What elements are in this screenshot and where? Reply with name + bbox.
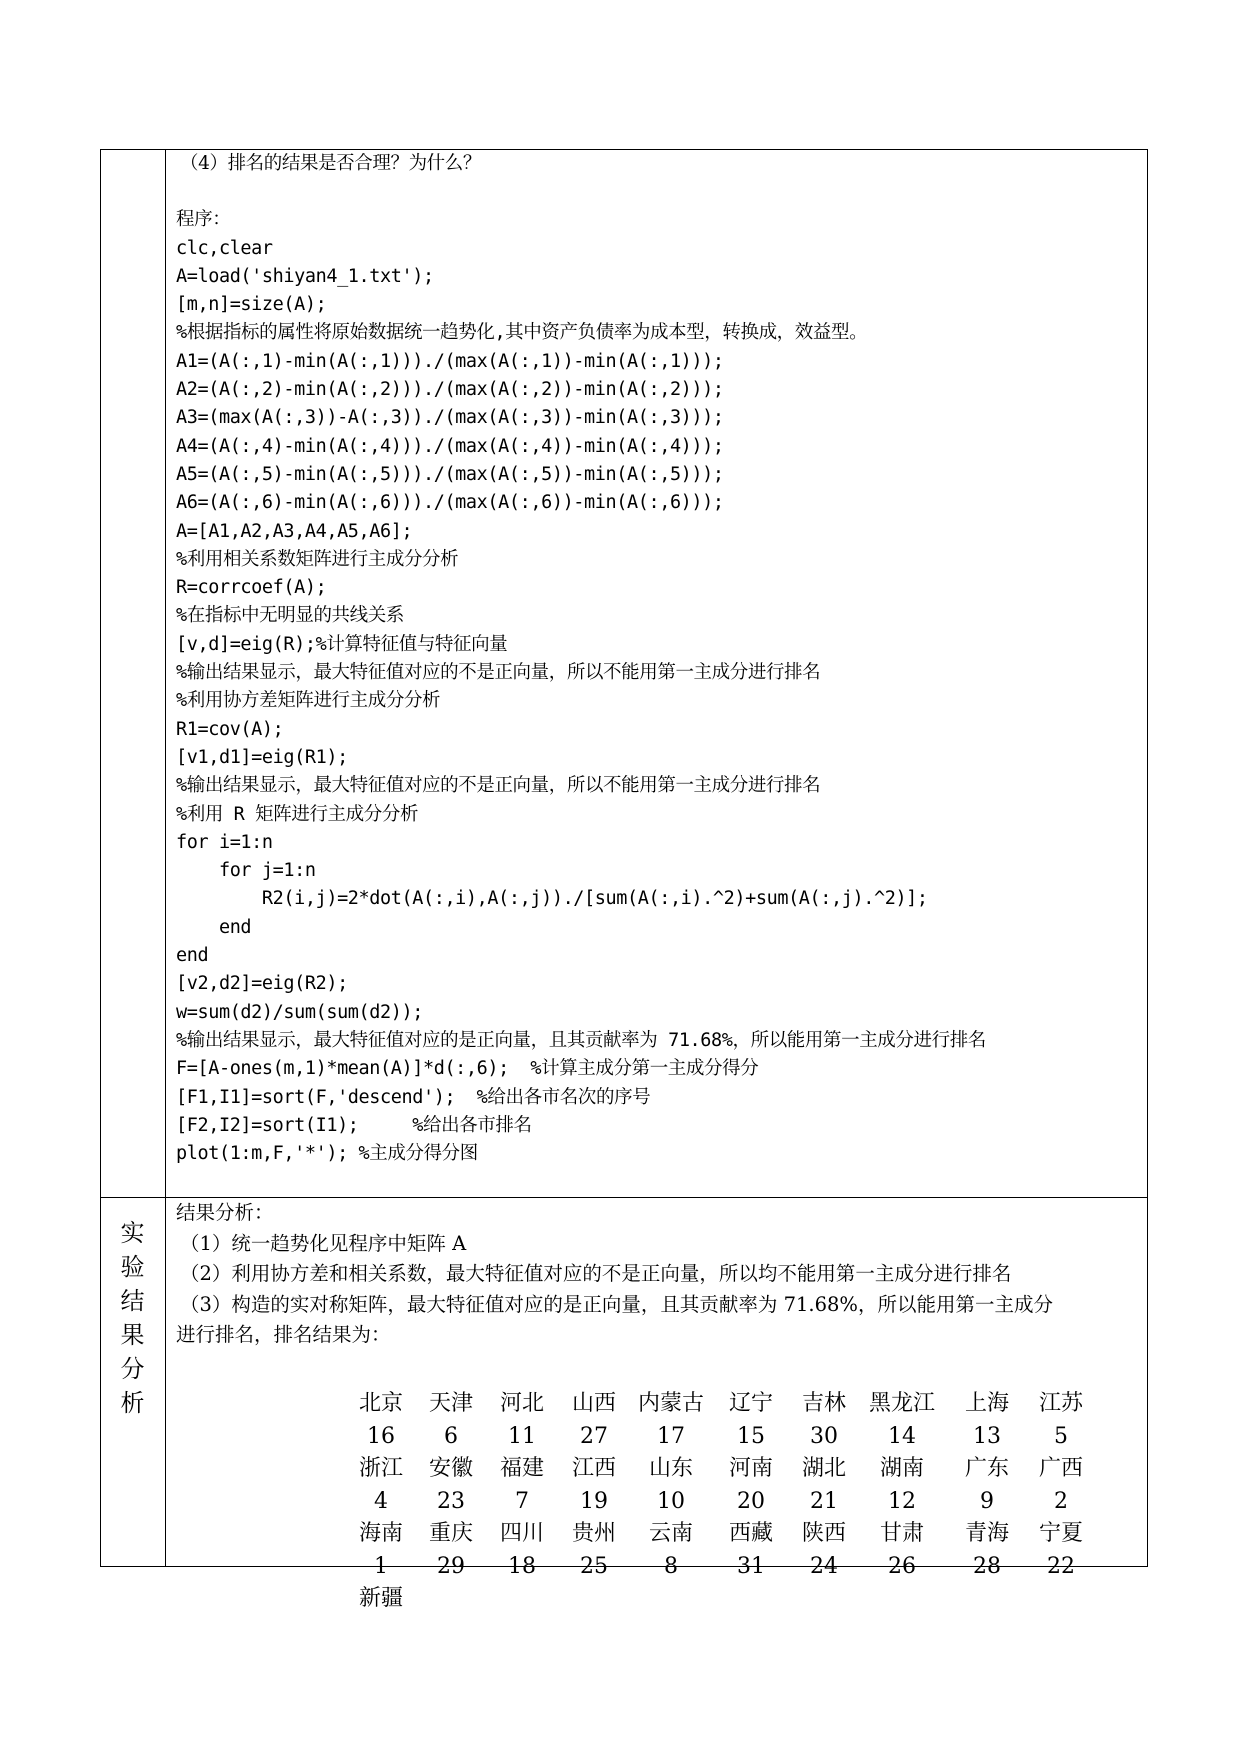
province-name: 北京 — [358, 1391, 403, 1416]
results-content-cell — [166, 1198, 1147, 1611]
province-name: 湖北 — [801, 1456, 846, 1481]
code-line: A1=(A(:,1)-min(A(:,1)))./(max(A(:,1))-min(A(:,1))); — [176, 350, 724, 372]
program-label-cell — [101, 150, 166, 1197]
province-name: 青海 — [964, 1521, 1009, 1546]
province-rank: 21 — [810, 1488, 838, 1514]
code-line: [m,n]=size(A); — [176, 294, 327, 316]
province-rank: 6 — [444, 1423, 458, 1449]
results-text — [176, 1198, 1139, 1351]
province-name-row — [346, 1453, 1206, 1486]
report-table — [100, 149, 1148, 1611]
code-line: %利用 R 矩阵进行主成分分析 — [176, 803, 419, 825]
province-rank: 20 — [737, 1488, 765, 1514]
province-name: 广东 — [964, 1456, 1009, 1481]
province-rank: 28 — [973, 1553, 1001, 1579]
code-line: %输出结果显示，最大特征值对应的是正向量，且其贡献率为 71.68%，所以能用第一主成分进行排名 — [176, 1029, 986, 1051]
code-line: [v,d]=eig(R);%计算特征值与特征向量 — [176, 633, 508, 655]
province-rank: 14 — [888, 1423, 916, 1449]
code-line: F=[A-ones(m,1)*mean(A)]*d(:,6); %计算主成分第一主成分得分 — [176, 1058, 759, 1080]
results-row — [101, 1198, 1147, 1611]
province-name: 山东 — [648, 1456, 693, 1481]
province-rank: 31 — [737, 1553, 765, 1579]
province-rank: 11 — [508, 1423, 536, 1449]
province-rank: 13 — [973, 1423, 1001, 1449]
province-name: 广西 — [1038, 1456, 1083, 1481]
code-line: %在指标中无明显的共线关系 — [176, 605, 404, 627]
code-line: 程序： — [176, 209, 231, 231]
code-line: A6=(A(:,6)-min(A(:,6)))./(max(A(:,6))-min(A(:,6))); — [176, 492, 724, 514]
code-line: R=corrcoef(A); — [176, 577, 327, 599]
program-row — [101, 150, 1147, 1198]
province-rank: 15 — [737, 1423, 765, 1449]
province-rank: 29 — [437, 1553, 465, 1579]
code-line: %利用相关系数矩阵进行主成分分析 — [176, 548, 459, 570]
code-line: w=sum(d2)/sum(sum(d2)); — [176, 1001, 423, 1023]
province-rank-row — [346, 1421, 1206, 1454]
code-line: %输出结果显示，最大特征值对应的不是正向量，所以不能用第一主成分进行排名 — [176, 775, 821, 797]
province-name: 重庆 — [428, 1521, 473, 1546]
province-name: 新疆 — [358, 1586, 403, 1611]
code-line: [F1,I1]=sort(F,'descend'); %给出各市名次的序号 — [176, 1086, 651, 1108]
province-rank: 7 — [515, 1488, 529, 1514]
province-name: 福建 — [499, 1456, 544, 1481]
results-heading: 结果分析： — [176, 1201, 274, 1224]
code-line: A=[A1,A2,A3,A4,A5,A6]; — [176, 520, 413, 542]
code-line: clc,clear — [176, 237, 273, 259]
province-rank: 27 — [580, 1423, 608, 1449]
province-rank: 4 — [374, 1488, 388, 1514]
province-rank: 25 — [580, 1553, 608, 1579]
code-line: for j=1:n — [176, 860, 316, 882]
province-name: 陕西 — [801, 1521, 846, 1546]
province-rank: 17 — [657, 1423, 685, 1449]
province-name: 安徽 — [428, 1456, 473, 1481]
province-name-row — [346, 1388, 1206, 1421]
province-name: 黑龙江 — [868, 1391, 935, 1416]
section-label-char: 果 — [120, 1321, 145, 1349]
province-rank: 5 — [1054, 1423, 1068, 1449]
section-label-char: 分 — [120, 1355, 145, 1383]
code-line: end — [176, 916, 252, 938]
results-item-2: （2）利用协方差和相关系数，最大特征值对应的不是正向量，所以均不能用第一主成分进行排名 — [180, 1262, 1012, 1285]
province-rank: 9 — [980, 1488, 994, 1514]
province-rank: 18 — [508, 1553, 536, 1579]
province-rank: 10 — [657, 1488, 685, 1514]
province-rank: 22 — [1047, 1553, 1075, 1579]
province-rank: 23 — [437, 1488, 465, 1514]
section-label-char: 验 — [120, 1253, 145, 1281]
code-line: R2(i,j)=2*dot(A(:,i),A(:,j))./[sum(A(:,i).^2)+sum(A(:,j).^2)]; — [176, 888, 928, 910]
province-name: 河南 — [728, 1456, 773, 1481]
province-rank-row — [346, 1551, 1206, 1584]
code-block — [176, 150, 1139, 1168]
province-name: 辽宁 — [728, 1391, 773, 1416]
province-rank: 26 — [888, 1553, 916, 1579]
province-rank: 24 — [810, 1553, 838, 1579]
section-label-char: 结 — [120, 1287, 145, 1315]
province-name: 云南 — [648, 1521, 693, 1546]
province-rank: 8 — [664, 1553, 678, 1579]
province-rank: 16 — [367, 1423, 395, 1449]
province-name: 江苏 — [1038, 1391, 1083, 1416]
code-line: for i=1:n — [176, 831, 273, 853]
province-rank-row — [346, 1486, 1206, 1519]
province-name: 甘肃 — [879, 1521, 924, 1546]
province-name: 天津 — [428, 1391, 473, 1416]
province-name: 吉林 — [801, 1391, 846, 1416]
province-name: 西藏 — [728, 1521, 773, 1546]
code-line: end — [176, 945, 209, 967]
province-name-row — [346, 1583, 1206, 1616]
code-line: A=load('shiyan4_1.txt'); — [176, 265, 434, 287]
province-rank: 1 — [374, 1553, 388, 1579]
code-line: %根据指标的属性将原始数据统一趋势化,其中资产负债率为成本型，转换成，效益型。 — [176, 322, 868, 344]
code-line: plot(1:m,F,'*'); %主成分得分图 — [176, 1143, 478, 1165]
question-text: （4）排名的结果是否合理？为什么？ — [180, 153, 481, 174]
code-line: %输出结果显示，最大特征值对应的不是正向量，所以不能用第一主成分进行排名 — [176, 662, 821, 684]
province-name: 海南 — [358, 1521, 403, 1546]
province-rank: 12 — [888, 1488, 916, 1514]
code-line: [v2,d2]=eig(R2); — [176, 973, 348, 995]
province-name-row — [346, 1518, 1206, 1551]
province-name: 四川 — [499, 1521, 544, 1546]
code-line: A3=(max(A(:,3))-A(:,3))./(max(A(:,3))-min(A(:,3))); — [176, 407, 724, 429]
code-line: A5=(A(:,5)-min(A(:,5)))./(max(A(:,5))-min(A(:,5))); — [176, 463, 724, 485]
code-line: %利用协方差矩阵进行主成分分析 — [176, 690, 441, 712]
program-content-cell — [166, 150, 1147, 1197]
code-line: R1=cov(A); — [176, 718, 284, 740]
code-line: A2=(A(:,2)-min(A(:,2)))./(max(A(:,2))-min(A(:,2))); — [176, 379, 724, 401]
province-name: 宁夏 — [1038, 1521, 1083, 1546]
ranking-grid — [346, 1388, 1206, 1616]
province-name: 内蒙古 — [637, 1391, 704, 1416]
province-name: 河北 — [499, 1391, 544, 1416]
section-label — [101, 1216, 164, 1420]
province-name: 山西 — [571, 1391, 616, 1416]
blank-line — [176, 178, 1139, 206]
code-line: A4=(A(:,4)-min(A(:,4)))./(max(A(:,4))-min(A(:,4))); — [176, 435, 724, 457]
results-label-cell — [101, 1198, 166, 1566]
province-name: 贵州 — [571, 1521, 616, 1546]
results-item-1: （1）统一趋势化见程序中矩阵 A — [180, 1231, 467, 1255]
results-item-3: （3）构造的实对称矩阵，最大特征值对应的是正向量，且其贡献率为 71.68%，所以能用第一主成分 — [180, 1292, 1053, 1316]
section-label-char: 析 — [120, 1389, 145, 1417]
province-name: 浙江 — [358, 1456, 403, 1481]
province-rank: 30 — [810, 1423, 838, 1449]
province-name: 湖南 — [879, 1456, 924, 1481]
province-rank: 19 — [580, 1488, 608, 1514]
province-rank: 2 — [1054, 1488, 1068, 1514]
code-line: [F2,I2]=sort(I1); %给出各市排名 — [176, 1114, 532, 1136]
code-line: [v1,d1]=eig(R1); — [176, 746, 348, 768]
results-item-3-cont: 进行排名，排名结果为： — [176, 1323, 391, 1346]
section-label-char: 实 — [120, 1219, 145, 1247]
province-name: 江西 — [571, 1456, 616, 1481]
province-name: 上海 — [964, 1391, 1009, 1416]
